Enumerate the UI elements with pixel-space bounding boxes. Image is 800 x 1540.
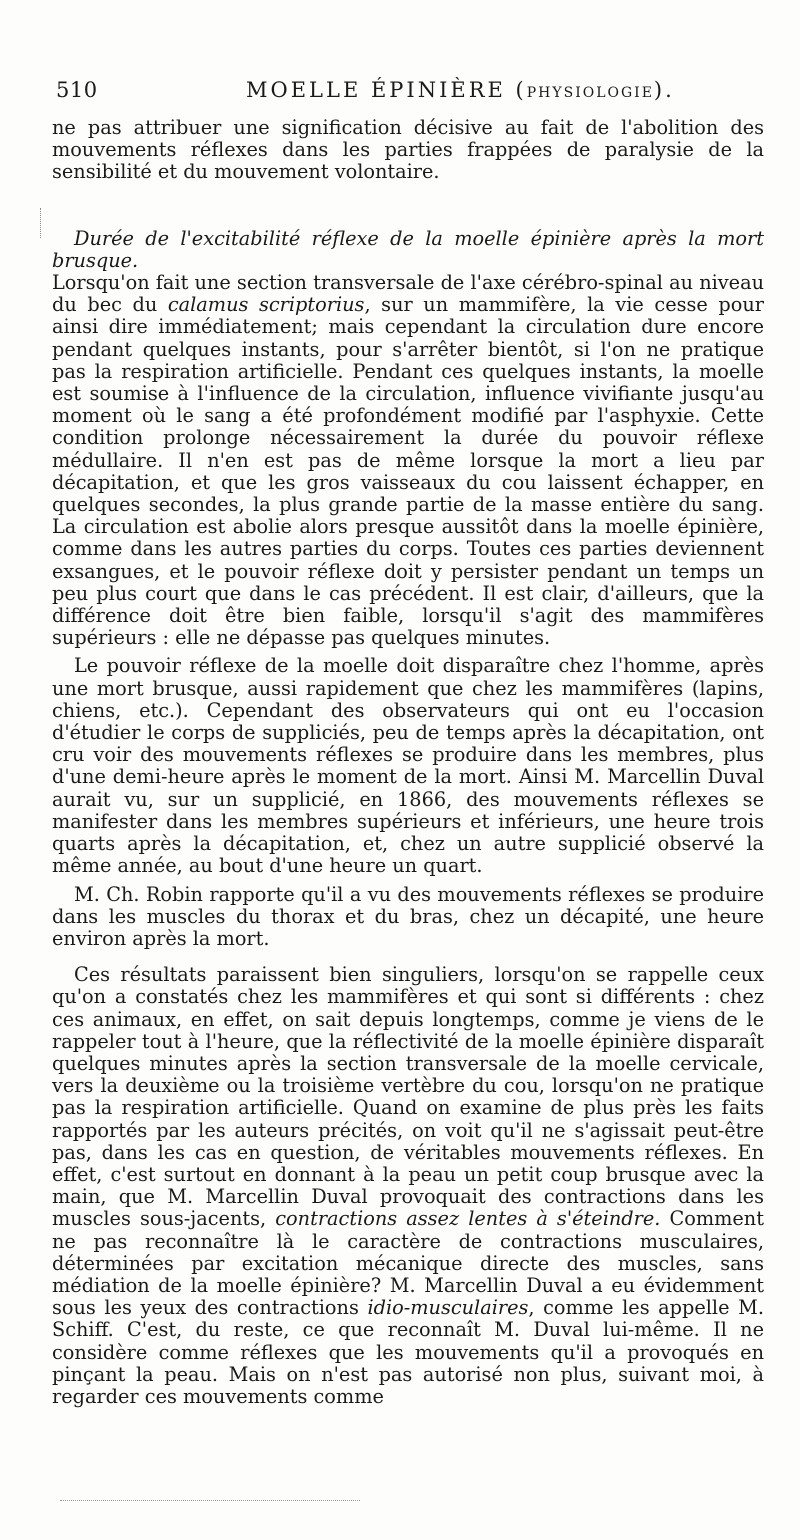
paragraph-human-reflex: Le pouvoir réflexe de la moelle doit disparaître chez l'homme, après une mort brusque, aussi rapidement que chez les mammifères (lapins, chiens, etc.). Cependant des observateurs qui ont eu l'occasion d'étudier le corps de suppliciés, peu de temps après la décapitation, ont cru voir des mouvements réflexes se produire dans les membres, plus d'une demi-heure après le moment de la mort. Ainsi M. Marcellin Duval aurait vu, sur un supplicié, en 1866, des mouvements réflexes se manifester dans les membres supérieurs et inférieurs, une heure trois quarts après la décapitation, et, chez un autre supplicié observé la même année, au bout d'une heure un quart.: [52, 654, 764, 878]
running-title-main: MOELLE ÉPINIÈRE: [246, 78, 506, 102]
paragraph-results: [52, 964, 764, 1408]
paragraph-circulation-start: Lorsqu'on fait une section transversale de l'axe cérébro-spinal au niveau du bec du: [52, 271, 764, 317]
paragraph-circulation-rest: , sur un mammifère, la vie cesse pour ainsi dire immédiatement; mais cependant la circulation dure encore pendant quelques instants, pour s'arrêter bientôt, si l'on ne pratique pas la respiration artificielle. Pendant ces quelques instants, la moelle est soumise à l'influence de la circulation, influence vivifiante jusqu'au moment où le sang a été profondément modifié par l'asphyxie. Cette condition prolonge nécessairement la durée du pouvoir réflexe médullaire. Il n'en est pas de même lorsque la mort a lieu par décapitation, et que les gros vaisseaux du cou laissent échapper, en quelques secondes, la plus grande partie de la masse entière du sang. La circulation est abolie alors presque aussitôt dans la moelle épinière, comme dans les autres parties du corps. Toutes ces parties deviennent exsangues, et le pouvoir réflexe doit y persister pendant un temps un peu plus court que dans le cas précédent. Il est clair, d'ailleurs, que la différence doit être bien faible, lorsqu'il s'agit des mammifères supérieurs : elle ne dépasse pas quelques minutes.: [52, 293, 765, 650]
italic-contractions-lentes: contractions assez lentes à s'éteindre.: [275, 1207, 661, 1231]
running-title-subtitle: PHYSIOLOGIE: [526, 85, 654, 101]
running-title: [246, 78, 675, 102]
page-header: [56, 78, 756, 108]
footer-rule: [60, 1500, 360, 1501]
body-text: [52, 117, 764, 1408]
running-title-open-paren: (: [515, 78, 527, 102]
paragraph-robin: M. Ch. Robin rapporte qu'il a vu des mouvements réflexes se produire dans les muscles du thorax et du bras, chez un décapité, une heure environ après la mort.: [52, 882, 764, 950]
page-number: 510: [56, 78, 98, 102]
section-heading: Durée de l'excitabilité réflexe de la moelle épinière après la mort brusque.: [52, 226, 764, 272]
paragraph-continuation: ne pas attribuer une signification décisive au fait de l'abolition des mouvements réflexes dans les parties frappées de paralysie de la sensibilité et du mouvement volontaire.: [52, 116, 764, 184]
paragraph-results-start: Ces résultats paraissent bien singuliers, lorsqu'on se rappelle ceux qu'on a constatés chez les mammifères et qui sont si différents : chez ces animaux, en effet, on sait depuis longtemps, comme je viens de le rappeler tout à l'heure, que la réflectivité de la moelle épinière disparaît quelques minutes après la section transversale de la moelle cervicale, vers la deuxième ou la troisième vertèbre du cou, lorsqu'on ne pratique pas la respiration artificielle. Quand on examine de plus près les faits rapportés par les auteurs précités, on voit qu'il ne s'agissait peut-être pas, dans les cas en question, de véritables mouvements réflexes. En effet, c'est surtout en donnant à la peau un petit coup brusque avec la main, que M. Marcellin Duval provoquait des contractions dans les muscles sous-jacents,: [52, 963, 764, 1231]
paragraph-results-end: , comme les appelle M. Schiff. C'est, du reste, ce que reconnaît M. Duval lui-même. Il ne considère comme réflexes que les mouvements qu'il a provoqués en pinçant la peau. Mais on n'est pas autorisé non plus, suivant moi, à regarder ces mouvements comme: [52, 1296, 764, 1408]
margin-mark: [40, 208, 43, 238]
running-title-close-paren: ).: [653, 78, 675, 102]
paragraph-results-middle: Comment ne pas reconnaître là le caractère de contractions musculaires, déterminées par excitation mécanique directe des muscles, sans médiation de la moelle épinière? M. Marcellin Duval a eu évidemment sous les yeux des contractions: [52, 1207, 764, 1320]
italic-calamus-scriptorius: calamus scriptorius: [167, 293, 365, 317]
paragraph-circulation: [52, 272, 764, 649]
italic-idio-musculaires: idio-musculaires: [367, 1296, 529, 1320]
